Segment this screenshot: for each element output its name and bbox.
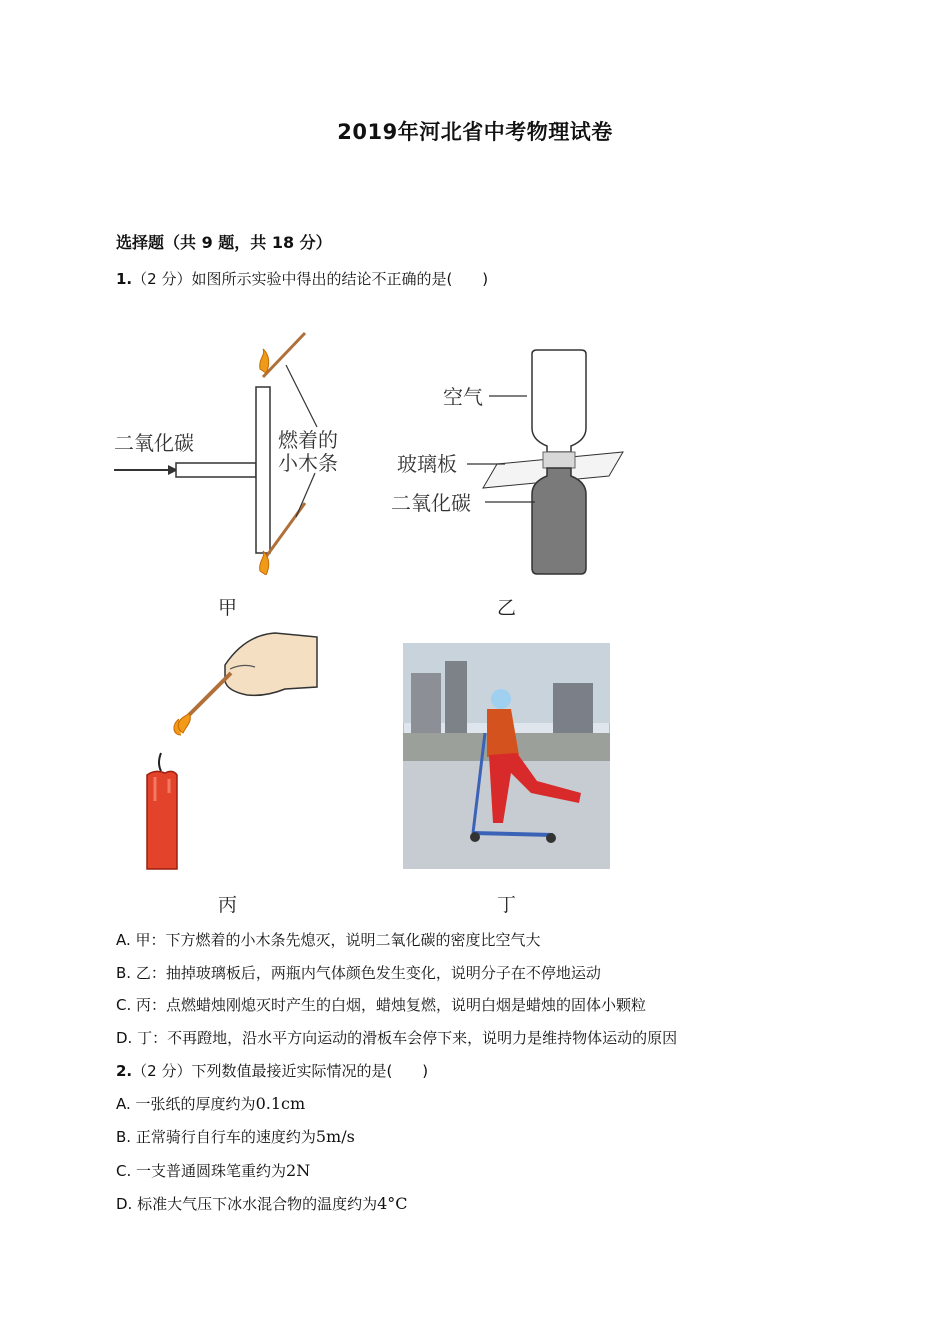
jia-stick-label-1: 燃着的 <box>278 428 338 452</box>
figure-ding-photo <box>403 643 610 869</box>
ding-scooter-deck <box>473 833 553 835</box>
option-letter: A. <box>116 931 131 949</box>
section-heading: 选择题（共 9 题，共 18 分） <box>116 233 332 252</box>
ding-building-3 <box>553 683 593 733</box>
q1-option-d[interactable] <box>116 1027 677 1048</box>
ding-building-1 <box>411 673 441 733</box>
option-text: 乙：抽掉玻璃板后，两瓶内气体颜色发生变化，说明分子在不停地运动 <box>135 964 601 982</box>
question-score: （2 分） <box>132 270 192 288</box>
option-letter: D. <box>116 1195 133 1213</box>
question-text: 如图所示实验中得出的结论不正确的是( ) <box>191 270 489 288</box>
q2-option-a[interactable] <box>116 1093 305 1114</box>
option-text: 一支普通圆珠笔重约为 <box>136 1162 287 1180</box>
jia-top-flame-icon <box>260 349 269 373</box>
option-letter: C. <box>116 996 132 1014</box>
q1-option-a[interactable] <box>116 929 541 950</box>
q1-option-c[interactable] <box>116 994 646 1015</box>
option-text: 丙：点燃蜡烛刚熄灭时产生的白烟，蜡烛复燃，说明白烟是蜡烛的固体小颗粒 <box>136 996 647 1014</box>
jia-leader-top <box>286 365 317 427</box>
yi-lower-bottle <box>532 468 586 574</box>
question-number: 2. <box>116 1062 133 1080</box>
figure-bing-label: 丙 <box>218 894 238 916</box>
option-text: 丁：不再蹬地，沿水平方向运动的滑板车会停下来，说明力是维持物体运动的原因 <box>137 1029 678 1047</box>
option-text: 正常骑行自行车的速度约为 <box>135 1128 316 1146</box>
figure-ding-label: 丁 <box>497 894 517 916</box>
question-1-stem <box>116 268 488 289</box>
option-text: 一张纸的厚度约为 <box>135 1095 256 1113</box>
bing-wick <box>159 753 161 771</box>
figure-yi-label: 乙 <box>497 597 517 619</box>
option-value: 5m/s <box>315 1127 355 1146</box>
q1-option-b[interactable] <box>116 962 601 983</box>
jia-vertical-tube <box>256 387 270 553</box>
jia-stick-label-2: 小木条 <box>278 451 338 475</box>
option-value: 4°C <box>377 1194 408 1213</box>
q2-option-c[interactable] <box>116 1160 310 1181</box>
ding-helmet <box>491 689 511 709</box>
option-letter: B. <box>116 964 132 982</box>
jia-inlet-tube <box>176 463 256 477</box>
figure-jia-label: 甲 <box>218 597 238 619</box>
yi-air-label: 空气 <box>443 385 483 409</box>
option-letter: B. <box>116 1128 132 1146</box>
option-value: 0.1cm <box>255 1094 306 1113</box>
yi-co2-label: 二氧化碳 <box>391 491 471 515</box>
bing-flame-icon <box>174 713 190 735</box>
question-text: 下列数值最接近实际情况的是( ) <box>191 1062 429 1080</box>
option-value: 2N <box>286 1161 311 1180</box>
bing-hand <box>225 633 317 695</box>
q2-option-d[interactable] <box>116 1193 408 1214</box>
yi-bottle-neck <box>543 452 575 468</box>
option-letter: D. <box>116 1029 133 1047</box>
page-title: 2019年河北省中考物理试卷 <box>337 120 613 144</box>
yi-upper-bottle <box>532 350 586 452</box>
question-number: 1. <box>116 270 133 288</box>
question-2-stem <box>116 1060 428 1081</box>
jia-co2-label: 二氧化碳 <box>114 431 194 455</box>
yi-glass-label: 玻璃板 <box>397 452 457 476</box>
option-letter: C. <box>116 1162 132 1180</box>
ding-building-2 <box>445 661 467 733</box>
ding-front-wheel <box>470 832 480 842</box>
q2-option-b[interactable] <box>116 1126 355 1147</box>
jia-leader-bottom <box>296 473 315 517</box>
jia-top-stick <box>263 333 305 377</box>
bing-candle <box>147 771 177 869</box>
option-text: 标准大气压下冰水混合物的温度约为 <box>137 1195 378 1213</box>
question-score: （2 分） <box>132 1062 192 1080</box>
figure-yi <box>385 348 635 580</box>
bing-match-stick <box>187 673 231 717</box>
figure-jia <box>110 325 370 575</box>
figure-bing <box>135 625 325 875</box>
ding-rear-wheel <box>546 833 556 843</box>
option-letter: A. <box>116 1095 131 1113</box>
option-text: 甲：下方燃着的小木条先熄灭，说明二氧化碳的密度比空气大 <box>135 931 541 949</box>
